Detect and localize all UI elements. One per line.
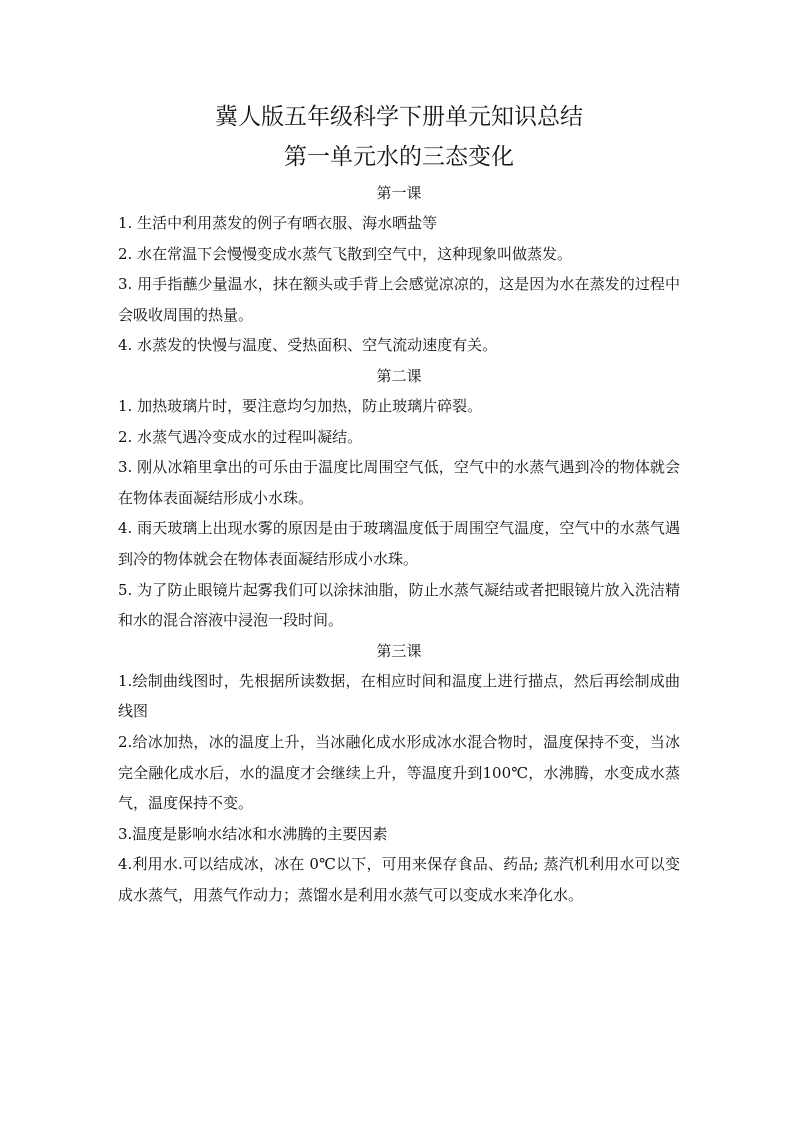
lesson-3-item-2: 2.给冰加热，冰的温度上升，当冰融化成水形成冰水混合物时，温度保持不变，当冰完全融化成水后，水的温度才会继续上升，等温度升到100℃，水沸腾，水变成水蒸气，温度保持不变。 bbox=[118, 732, 680, 813]
lesson-2-item-5: 5. 为了防止眼镜片起雾我们可以涂抹油脂，防止水蒸气凝结或者把眼镜片放入洗洁精和水的混合溶液中浸泡一段时间。 bbox=[118, 580, 680, 630]
lesson-2-item-2: 2. 水蒸气遇冷变成水的过程叫凝结。 bbox=[118, 427, 363, 446]
document-title: 冀人版五年级科学下册单元知识总结 bbox=[215, 104, 583, 130]
lesson-2-heading: 第二课 bbox=[376, 366, 422, 385]
lesson-1-item-1: 1. 生活中利用蒸发的例子有晒衣服、海水晒盐等 bbox=[118, 214, 438, 232]
lesson-3-item-4: 4.利用水.可以结成冰，冰在 0℃以下，可用来保存食品、药品; 蒸汽机利用水可以变成水蒸气，用蒸气作动力；蒸馏水是利用水蒸气可以变成水来净化水。 bbox=[118, 855, 680, 904]
lesson-3-heading: 第三课 bbox=[376, 641, 422, 660]
lesson-1-item-2: 2. 水在常温下会慢慢变成水蒸气飞散到空气中，这种现象叫做蒸发。 bbox=[118, 244, 573, 263]
lesson-1-item-4: 4. 水蒸发的快慢与温度、受热面积、空气流动速度有关。 bbox=[118, 336, 498, 355]
lesson-2-item-1: 1. 加热玻璃片时，要注意均匀加热，防止玻璃片碎裂。 bbox=[118, 396, 483, 415]
lesson-2-item-3: 3. 刚从冰箱里拿出的可乐由于温度比周围空气低，空气中的水蒸气遇到冷的物体就会在物体表面凝结形成小水珠。 bbox=[118, 458, 680, 507]
lesson-3-item-1: 1.绘制曲线图时，先根据所读数据，在相应时间和温度上进行描点，然后再绘制成曲线图 bbox=[118, 671, 680, 721]
unit-title: 第一单元水的三态变化 bbox=[284, 144, 514, 170]
lesson-1-item-3: 3. 用手指蘸少量温水，抹在额头或手背上会感觉凉凉的，这是因为水在蒸发的过程中会吸收周围的热量。 bbox=[118, 275, 680, 324]
lesson-1-heading: 第一课 bbox=[376, 184, 422, 202]
lesson-2-section bbox=[118, 361, 680, 636]
lesson-3-section bbox=[118, 636, 680, 911]
lesson-1-section bbox=[118, 178, 680, 361]
lesson-3-item-3: 3.温度是影响水结冰和水沸腾的主要因素 bbox=[118, 824, 388, 843]
lesson-2-item-4: 4. 雨天玻璃上出现水雾的原因是由于玻璃温度低于周围空气温度，空气中的水蒸气遇到冷的物体就会在物体表面凝结形成小水珠。 bbox=[118, 519, 680, 568]
